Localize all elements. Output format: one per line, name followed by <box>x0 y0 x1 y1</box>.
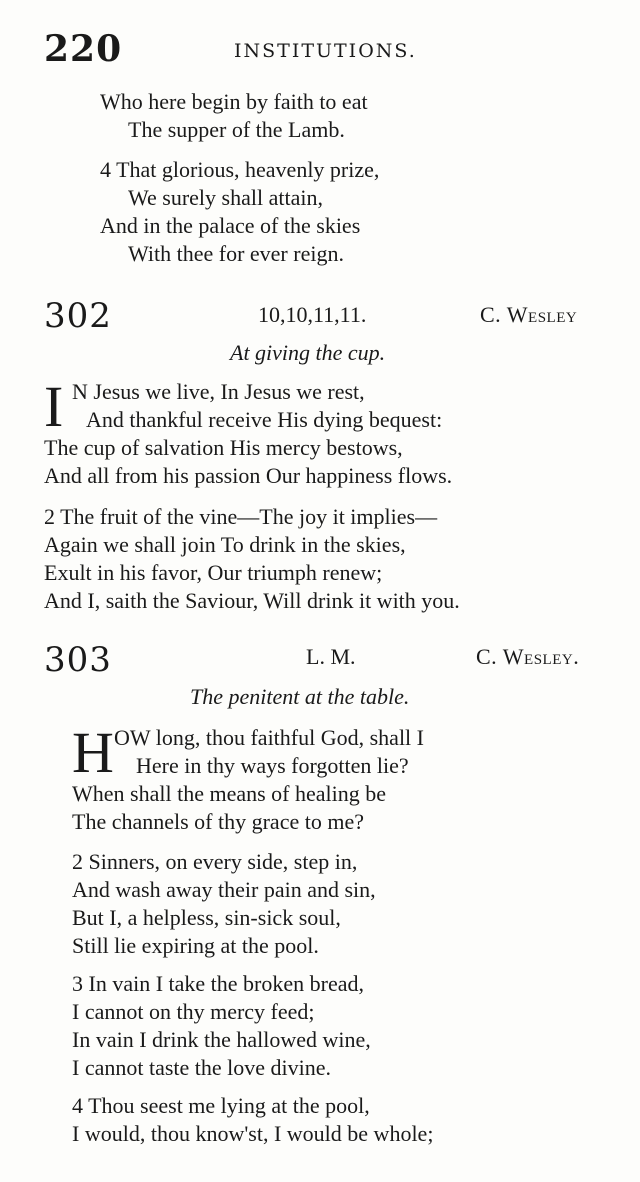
verse-line: OW long, thou faithful God, shall I <box>114 725 424 750</box>
verse-line: And all from his passion Our happiness flows. <box>44 463 453 488</box>
hymn-heading <box>44 640 610 680</box>
verse-line: N Jesus we live, In Jesus we rest, <box>72 379 365 404</box>
hymn-heading <box>44 296 610 336</box>
page-number: 220 <box>44 28 123 70</box>
verse-line: Still lie expiring at the pool. <box>72 933 319 958</box>
verse-line: 3 In vain I take the broken bread, <box>72 971 364 996</box>
verse-line: I would, thou know'st, I would be whole; <box>72 1121 434 1146</box>
hymn-author: C. Wesley <box>480 302 578 327</box>
verse-line: The supper of the Lamb. <box>128 117 345 142</box>
verse-line: I cannot on thy mercy feed; <box>72 999 315 1024</box>
verse-line: Who here begin by faith to eat <box>100 89 368 114</box>
hymn-meter: L. M. <box>306 644 356 669</box>
verse-line: When shall the means of healing be <box>72 781 387 806</box>
verse-line: With thee for ever reign. <box>128 241 344 266</box>
running-title: INSTITUTIONS. <box>234 40 417 62</box>
verse-line: 4 Thou seest me lying at the pool, <box>72 1093 370 1118</box>
drop-cap: I <box>44 374 64 439</box>
verse-line: And wash away their pain and sin, <box>72 877 376 902</box>
verse-line: Exult in his favor, Our triumph renew; <box>44 560 383 585</box>
verse-line: The channels of thy grace to me? <box>72 809 364 834</box>
verse-line: We surely shall attain, <box>128 185 323 210</box>
drop-cap: H <box>72 720 114 785</box>
verse-line: 2 Sinners, on every side, step in, <box>72 849 358 874</box>
verse-line: The cup of salvation His mercy bestows, <box>44 435 403 460</box>
verse-line: Again we shall join To drink in the skies, <box>44 532 406 557</box>
hymn-number: 302 <box>44 296 112 336</box>
verse-line: 4 That glorious, heavenly prize, <box>100 157 380 182</box>
page-header <box>44 28 604 72</box>
verse-line: I cannot taste the love divine. <box>72 1055 332 1080</box>
verse-line: In vain I drink the hallowed wine, <box>72 1027 371 1052</box>
hymn-number: 303 <box>44 640 112 680</box>
verse-line: And I, saith the Saviour, Will drink it with you. <box>44 588 460 613</box>
hymn-subtitle: The penitent at the table. <box>190 684 410 709</box>
verse-line: Here in thy ways forgotten lie? <box>136 753 409 778</box>
verse-line: But I, a helpless, sin-sick soul, <box>72 905 341 930</box>
hymn-author: C. Wesley. <box>476 644 580 669</box>
verse-line: And thankful receive His dying bequest: <box>86 407 443 432</box>
verse-line: 2 The fruit of the vine—The joy it implies— <box>44 504 438 529</box>
hymn-meter: 10,10,11,11. <box>258 302 367 327</box>
hymn-subtitle: At giving the cup. <box>230 340 386 365</box>
verse-line: And in the palace of the skies <box>100 213 361 238</box>
